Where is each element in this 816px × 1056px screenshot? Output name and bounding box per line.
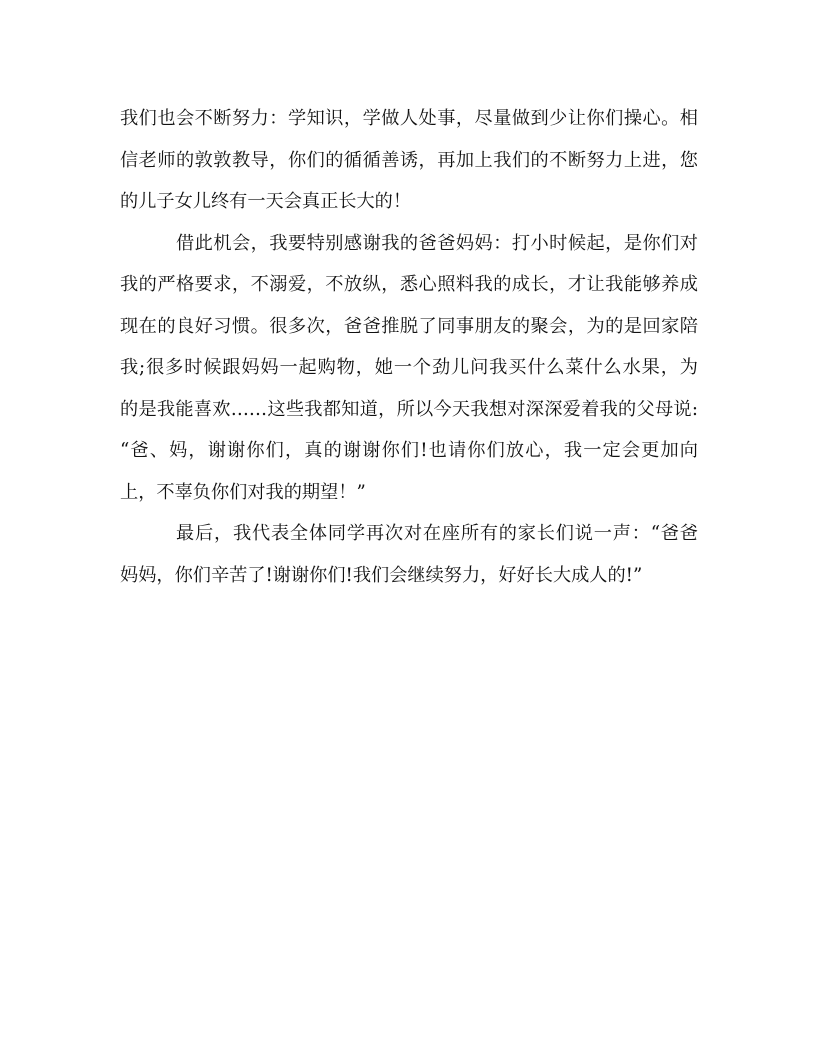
text-line: 妈妈，你们辛苦了!谢谢你们!我们会继续努力，好好长大成人的!” (120, 564, 643, 586)
text-line: 我的严格要求，不溺爱，不放纵，悉心照料我的成长，才让我能够养成 (120, 274, 698, 295)
paragraph-1 (120, 98, 698, 223)
text-line: 最后，我代表全体同学再次对在座所有的家长们说一声：“爸爸 (176, 523, 698, 544)
text-line: 信老师的敦敦教导，你们的循循善诱，再加上我们的不断努力上进，您 (120, 149, 698, 171)
text-line: “爸、妈，谢谢你们，真的谢谢你们!也请你们放心，我一定会更加向 (120, 440, 698, 461)
paragraph-3 (120, 513, 698, 596)
text-line: 的儿子女儿终有一天会真正长大的！ (120, 191, 412, 212)
paragraph-2 (120, 223, 698, 514)
text-line: 我;很多时候跟妈妈一起购物，她一个劲儿问我买什么菜什么水果，为 (120, 357, 698, 378)
text-line: 借此机会，我要特别感谢我的爸爸妈妈：打小时候起，是你们对 (176, 232, 698, 254)
text-line: 我们也会不断努力：学知识，学做人处事，尽量做到少让你们操心。相 (120, 108, 698, 129)
text-line: 现在的良好习惯。很多次，爸爸推脱了同事朋友的聚会，为的是回家陪 (120, 315, 698, 337)
document-body (120, 98, 698, 596)
text-line: 的是我能喜欢……这些我都知道，所以今天我想对深深爱着我的父母说: (120, 398, 698, 420)
text-line: 上，不辜负你们对我的期望！” (120, 481, 366, 503)
